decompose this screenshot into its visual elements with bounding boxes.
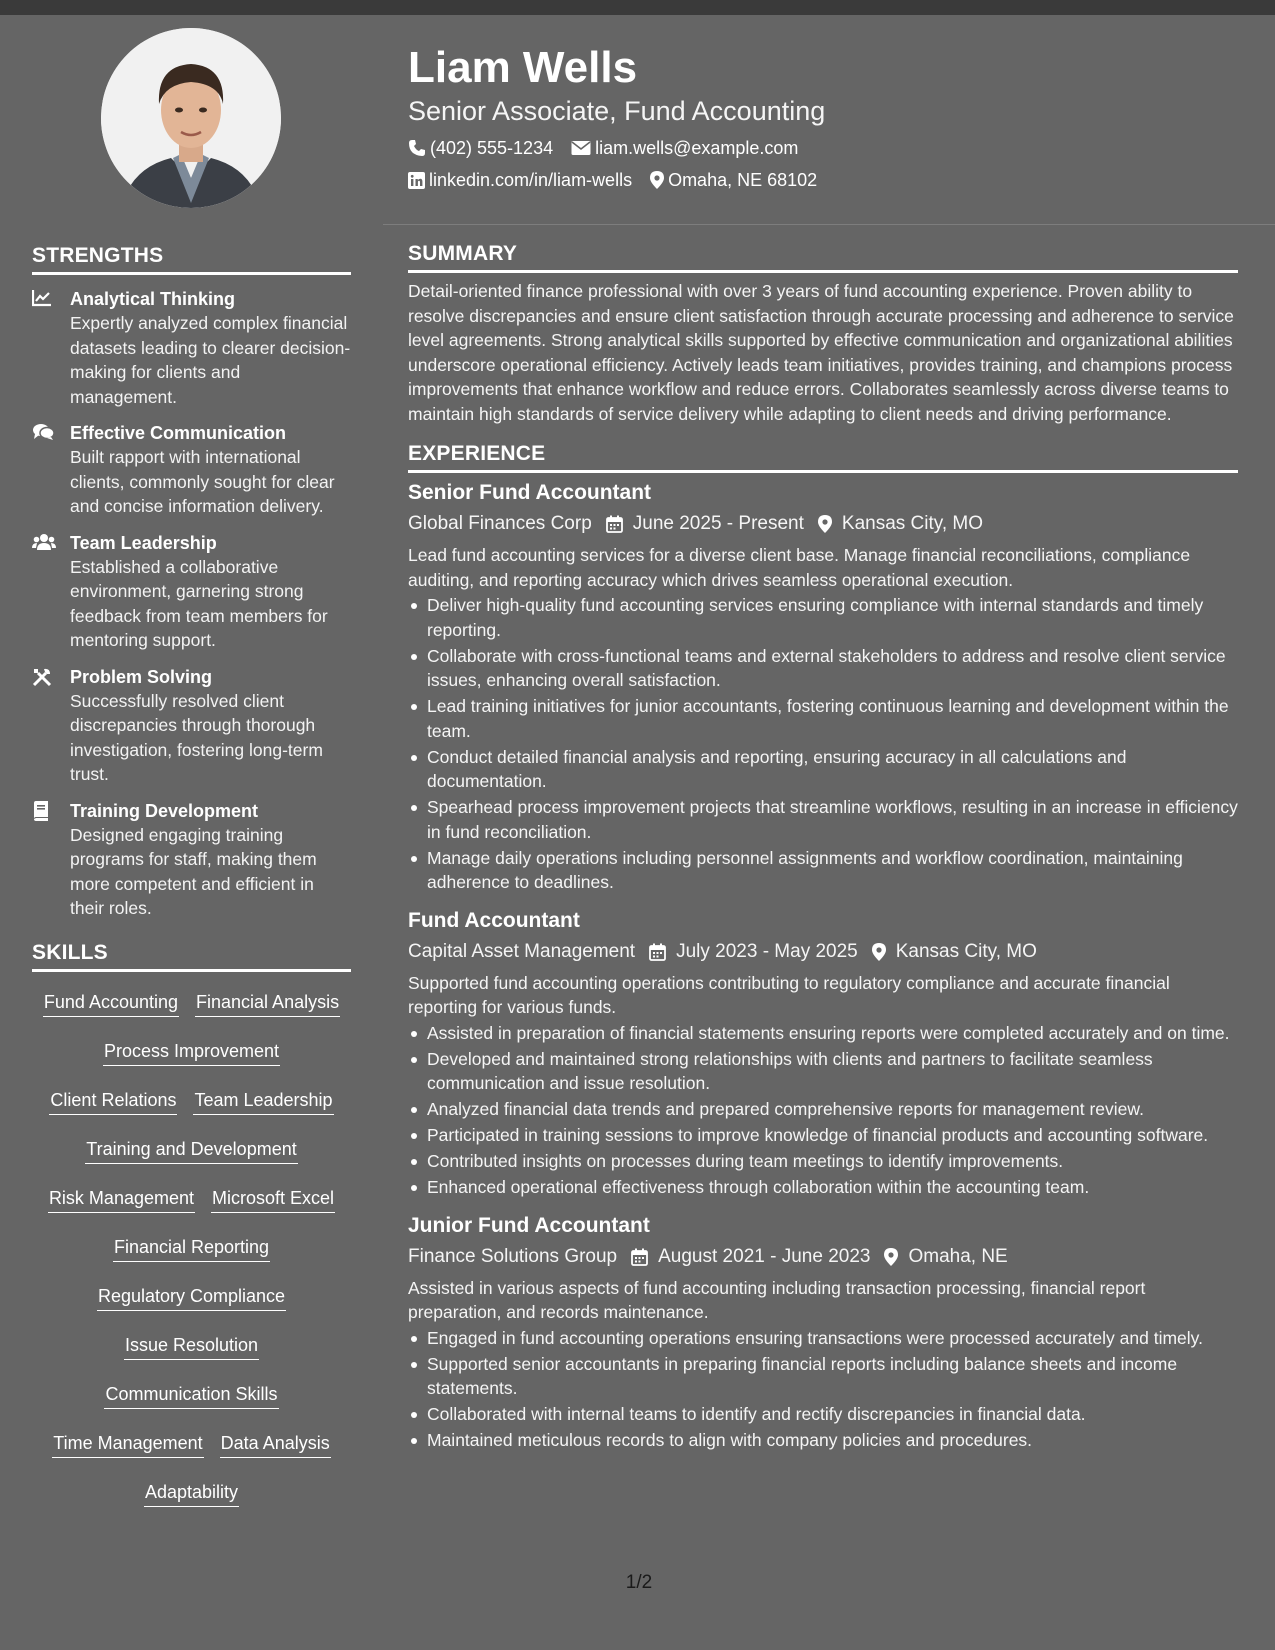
chat-bubbles-icon (32, 421, 70, 519)
map-pin-icon (872, 943, 886, 961)
job-title: Fund Accountant (408, 908, 580, 932)
skills-list (32, 982, 351, 1521)
job-meta (408, 939, 1238, 965)
job-meta (408, 1244, 1238, 1270)
job-company: Capital Asset Management (408, 940, 636, 962)
job-dates: August 2021 - June 2023 (658, 1245, 871, 1267)
list-item: Lead training initiatives for junior accountants, fostering continuous learning and development within the team. (408, 694, 1238, 743)
job-description: Lead fund accounting services for a diverse client base. Manage financial reconciliations, compliance auditing, and reporting accuracy which drives seamless operational execution. (408, 545, 1191, 590)
map-pin-icon (650, 171, 664, 189)
job-meta (408, 511, 1238, 537)
skill-tag: Training and Development (85, 1133, 297, 1164)
strength-item (32, 531, 351, 653)
job-location: Kansas City, MO (895, 940, 1037, 962)
strength-desc: Established a collaborative environment, garnering strong feedback from team members for mentoring support. (70, 556, 328, 650)
avatar (101, 28, 281, 208)
job-location: Omaha, NE (908, 1245, 1008, 1267)
job-entry (408, 907, 1238, 1200)
job-title: Junior Fund Accountant (408, 1213, 650, 1237)
skill-tag: Fund Accounting (43, 986, 179, 1017)
calendar-icon (649, 943, 666, 961)
list-item: Developed and maintained strong relationships with clients and partners to facilitate seamless communication and issue resolution. (408, 1047, 1238, 1096)
book-icon (32, 799, 70, 921)
skill-tag: Regulatory Compliance (97, 1280, 286, 1311)
job-company: Global Finances Corp (408, 513, 592, 534)
list-item: Conduct detailed financial analysis and reporting, ensuring accuracy in all calculations and documentation. (408, 745, 1238, 794)
tools-icon (32, 665, 70, 787)
strength-name: Team Leadership (70, 532, 217, 553)
skill-tag: Data Analysis (220, 1427, 331, 1458)
list-item: Manage daily operations including personnel assignments and workflow coordination, maintaining adherence to deadlines. (408, 846, 1238, 895)
strengths-list (32, 287, 351, 921)
skill-tag: Issue Resolution (124, 1329, 259, 1360)
strength-desc: Successfully resolved client discrepancies through thorough investigation, fostering long-term trust. (70, 690, 323, 784)
candidate-headline: Senior Associate, Fund Accounting (408, 96, 826, 126)
strength-name: Problem Solving (70, 666, 213, 687)
strength-name: Analytical Thinking (70, 289, 236, 309)
job-description: Supported fund accounting operations contributing to regulatory compliance and accurate financial reporting for various funds. (408, 972, 1170, 1017)
calendar-icon (631, 1248, 648, 1266)
email-text: liam.wells@example.com (595, 138, 799, 158)
strength-item (32, 799, 351, 921)
skill-tag: Process Improvement (103, 1035, 280, 1066)
strength-item (32, 665, 351, 787)
list-item: Maintained meticulous records to align with company policies and procedures. (408, 1428, 1238, 1453)
map-pin-icon (818, 515, 832, 533)
experience-title: EXPERIENCE (408, 442, 1238, 473)
list-item: Collaborated with internal teams to identify and rectify discrepancies in financial data. (408, 1402, 1238, 1427)
list-item: Assisted in preparation of financial statements ensuring reports were completed accurately and on time. (408, 1021, 1238, 1046)
job-dates: June 2025 - Present (632, 513, 804, 534)
phone-icon (408, 139, 426, 157)
left-column (32, 28, 351, 1521)
phone-text: (402) 555-1234 (430, 138, 554, 158)
location-text: Omaha, NE 68102 (668, 170, 818, 190)
linkedin-icon (408, 172, 425, 189)
job-entry (408, 479, 1238, 895)
header-divider (383, 224, 1275, 225)
job-entry (408, 1212, 1238, 1453)
skill-tag: Risk Management (48, 1182, 195, 1213)
top-bar (0, 0, 1275, 15)
skills-title: SKILLS (32, 941, 351, 972)
skill-tag: Client Relations (49, 1084, 177, 1115)
users-icon (32, 531, 70, 653)
strength-desc: Designed engaging training programs for staff, making them more competent and efficient in their roles. (70, 824, 317, 918)
strength-desc: Expertly analyzed complex financial datasets leading to clearer decision-making for clients and management. (70, 313, 351, 407)
strengths-title: STRENGTHS (32, 244, 351, 275)
job-bullets (408, 593, 1238, 895)
skill-tag: Time Management (52, 1427, 203, 1458)
strength-name: Effective Communication (70, 423, 287, 443)
list-item: Deliver high-quality fund accounting services ensuring compliance with internal standards and timely reporting. (408, 593, 1238, 642)
strength-item (32, 287, 351, 409)
envelope-icon (571, 140, 591, 156)
job-dates: July 2023 - May 2025 (676, 940, 858, 962)
skill-tag: Team Leadership (193, 1084, 333, 1115)
summary-title: SUMMARY (408, 242, 1238, 273)
main-column (408, 242, 1238, 1454)
job-location: Kansas City, MO (841, 513, 984, 534)
chart-line-icon (32, 287, 70, 409)
job-company: Finance Solutions Group (408, 1245, 618, 1267)
list-item: Enhanced operational effectiveness through collaboration within the accounting team. (408, 1175, 1238, 1200)
candidate-name: Liam Wells (408, 43, 638, 92)
list-item: Contributed insights on processes during team meetings to identify improvements. (408, 1149, 1238, 1174)
summary-text: Detail-oriented finance professional with over 3 years of fund accounting experience. Proven ability to resolve discrepancies and ensure client satisfaction through accurate processing and adherence to service level agreements. Strong analytical skills supported by effective communication and organizational abilities underscore operational efficiency. Actively leads team initiatives, provides training, and champions process improvements that enhance workflow and reduce errors. Collaborates seamlessly across diverse teams to maintain high standards of service delivery while adapting to client needs and driving performance. (408, 281, 1234, 424)
linkedin-text: linkedin.com/in/liam-wells (429, 170, 633, 190)
skill-tag: Communication Skills (104, 1378, 278, 1409)
list-item: Collaborate with cross-functional teams and external stakeholders to address and resolve client service issues, enhancing overall satisfaction. (408, 644, 1238, 693)
job-bullets (408, 1326, 1238, 1453)
list-item: Engaged in fund accounting operations ensuring transactions were processed accurately and timely. (408, 1326, 1238, 1351)
list-item: Spearhead process improvement projects that streamline workflows, resulting in an increase in efficiency in fund reconciliation. (408, 795, 1238, 844)
skill-tag: Microsoft Excel (211, 1182, 335, 1213)
list-item: Analyzed financial data trends and prepared comprehensive reports for management review. (408, 1097, 1238, 1122)
list-item: Participated in training sessions to improve knowledge of financial products and accounting software. (408, 1123, 1238, 1148)
map-pin-icon (884, 1248, 898, 1266)
strength-name: Training Development (70, 800, 259, 821)
email-contact[interactable] (571, 136, 798, 160)
skill-tag: Financial Reporting (113, 1231, 270, 1262)
phone-contact[interactable] (408, 136, 553, 160)
location-contact (650, 168, 817, 192)
page-number: 1/2 (625, 1572, 653, 1593)
linkedin-contact[interactable] (408, 168, 632, 192)
contact-row (408, 136, 1238, 160)
strength-item (32, 421, 351, 519)
resume-header (408, 40, 1238, 192)
contact-row (408, 168, 1238, 192)
list-item: Supported senior accountants in preparing financial reports including balance sheets and income statements. (408, 1352, 1238, 1401)
skill-tag: Adaptability (144, 1476, 239, 1507)
strength-desc: Built rapport with international clients, commonly sought for clear and concise information delivery. (70, 447, 335, 516)
job-description: Assisted in various aspects of fund accounting including transaction processing, financial report preparation, and records maintenance. (408, 1277, 1146, 1322)
skill-tag: Financial Analysis (195, 986, 340, 1017)
calendar-icon (606, 515, 623, 533)
job-title: Senior Fund Accountant (408, 481, 652, 504)
job-bullets (408, 1021, 1238, 1200)
